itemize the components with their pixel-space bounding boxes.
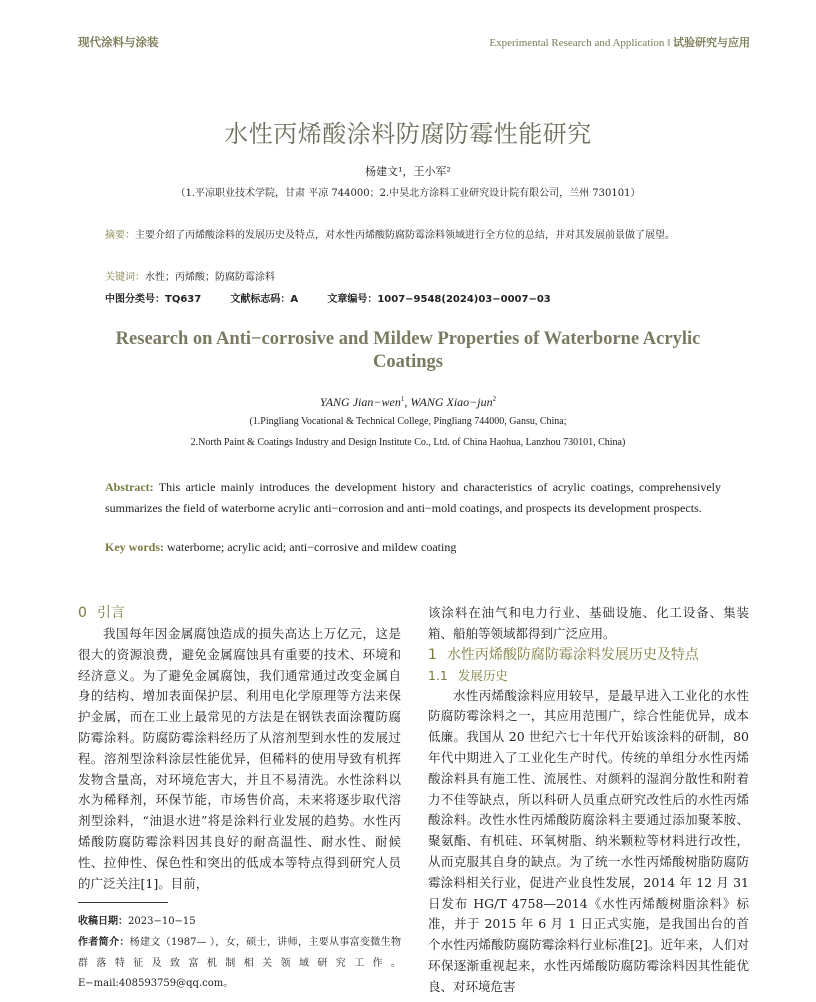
section-0-number: 0 (78, 605, 87, 621)
journal-name: 现代涂料与涂装 (78, 35, 159, 49)
keywords-zh-label: 关键词： (105, 272, 145, 283)
author-en-1-sup: 1 (400, 395, 405, 403)
section-1-title: 水性丙烯酸防腐防霉涂料发展历史及特点 (446, 646, 699, 663)
keywords-zh-text: 水性；丙烯酸；防腐防霉涂料 (145, 272, 275, 283)
section-1-number: 1 (428, 646, 437, 663)
paper-title-en: Research on Anti−corrosive and Mildew Properties of Waterborne Acrylic Coatings (115, 329, 701, 372)
section-header-zh: 试验研究与应用 (673, 36, 750, 49)
keywords-zh (105, 268, 275, 283)
clc-number: 中图分类号：TQ637 (105, 294, 202, 305)
received-date-label: 收稿日期： (78, 916, 128, 927)
section-1-1-number: 1.1 (428, 667, 448, 683)
abstract-zh-text: 主要介绍了丙烯酸涂料的发展历史及特点，对水性丙烯酸防腐防霉涂料领域进行全方位的总结，并对其发展前景做了展望。 (135, 230, 675, 241)
intro-paragraph: 我国每年因金属腐蚀造成的损失高达上万亿元，这是很大的资源浪费，避免金属腐蚀具有重要的技术、环境和经济意义。为了避免金属腐蚀，我们通常通过改变金属自身的结构、增加表面保护层、利用电化学原理等方法来保护金属，而在工业上最常见的方法是在钢铁表面涂覆防腐防霉涂料。防腐防霉涂料经历了从溶剂型到水性的发展过程。溶剂型涂料涂层性能优异，但稀料的使用导致有机挥发物含量高，对环境危害大，并且不易清洗。水性涂料以水为稀释剂，环保节能，市场售价高，未来将逐步取代溶剂型涂料，“油退水进”将是涂料行业发展的趋势。水性丙烯酸防腐防霉涂料因其良好的耐高温性、耐水性、耐候性、拉伸性、保色性和突出的低成本等特点得到研究人员的广泛关注[1]。目前， (78, 626, 401, 891)
section-1-heading (428, 645, 749, 666)
section-1-1-title: 发展历史 (457, 667, 508, 683)
intro-continuation: 该涂料在油气和电力行业、基础设施、化工设备、集装箱、船舶等领域都得到广泛应用。 (428, 605, 749, 641)
abstract-en-text: This article mainly introduces the development history and characteristics of acrylic coatings, comprehensively summarizes the field of waterborne acrylic anti−corrosion and anti−mold coatings, and prospects its development prospects. (105, 480, 721, 515)
author-bio-label: 作者简介： (78, 937, 130, 948)
keywords-en (105, 540, 456, 555)
abstract-en-label: Abstract: (105, 480, 154, 494)
abstract-zh (105, 226, 727, 245)
paper-title-zh: 水性丙烯酸涂料防腐防霉性能研究 (224, 120, 592, 148)
body-right-column (428, 603, 749, 998)
authors-zh: 杨建文¹，王小军² (365, 165, 451, 178)
author-bio-text: 杨建文（1987— ），女，硕士，讲师，主要从事富变微生物群落特征及致富机制相关领域研究工作。E−mail:408593759@qq.com。 (78, 937, 401, 989)
author-bio (78, 933, 401, 995)
abstract-zh-label: 摘要： (105, 230, 135, 241)
section-1-1-heading (428, 666, 749, 686)
received-date (78, 912, 401, 933)
section-0-heading (78, 603, 401, 624)
classification-row (105, 290, 577, 305)
keywords-en-label: Key words: (105, 540, 164, 554)
footnote-divider (78, 902, 168, 903)
abstract-en (105, 477, 721, 519)
section-header (489, 34, 750, 50)
document-code: 文献标志码：A (230, 294, 299, 305)
affiliation-en-1: (1.Pingliang Vocational & Technical College, Pingliang 744000, Gansu, China; (249, 416, 567, 427)
section-header-en: Experimental Research and Application (489, 37, 665, 49)
article-number: 文章编号：1007−9548(2024)03−0007−03 (327, 294, 551, 305)
received-date-value: 2023−10−15 (128, 916, 196, 927)
author-en-2-sup: 2 (492, 395, 497, 403)
affiliation-en-2: 2.North Paint & Coatings Industry and Design Institute Co., Ltd. of China Haohua, Lanzhou 730101, China) (190, 437, 626, 448)
author-en-2: WANG Xiao−jun (410, 395, 493, 409)
authors-en (0, 395, 816, 410)
keywords-en-text: waterborne; acrylic acid; anti−corrosive and mildew coating (167, 540, 457, 554)
author-en-sep: , (404, 395, 411, 409)
author-en-1: YANG Jian−wen (319, 395, 401, 409)
section-header-separator: ‖ (664, 37, 673, 49)
body-left-column (78, 603, 401, 894)
section-0-title: 引言 (96, 605, 125, 621)
history-paragraph: 水性丙烯酸涂料应用较早，是最早进入工业化的水性防腐防霉涂料之一，其应用范围广，综合性能优异，成本低廉。我国从 20 世纪六七十年代开始该涂料的研制，80 年代中期进入了工业化生产时代。传统的单组分水性丙烯酸涂料具有施工性、流展性、对颜料的湿润分散性和附着力不佳等缺点，所以科研人员重点研究改性后的水性丙烯酸涂料。改性水性丙烯酸防腐涂料主要通过添加聚苯胺、聚氨酯、有机硅、环氧树脂、纳米颗粒等材料进行改性，从而克服其自身的缺点。为了统一水性丙烯酸树脂防腐防霉涂料相关行业，促进产业良性发展，2014 年 12 月 31 日发布 HG/T 4758—2014《水性丙烯酸树脂涂料》标准，并于 2015 年 6 月 1 日正式实施，是我国出台的首个水性丙烯酸防腐防霉涂料行业标准[2]。近年来，人们对环保逐渐重视起来，水性丙烯酸防腐防霉涂料因其性能优良、对环境危害 (428, 687, 749, 994)
affiliations-zh: （1.平凉职业技术学院，甘肃 平凉 744000；2.中昊北方涂料工业研究设计院有限公司，兰州 730101） (175, 188, 641, 199)
